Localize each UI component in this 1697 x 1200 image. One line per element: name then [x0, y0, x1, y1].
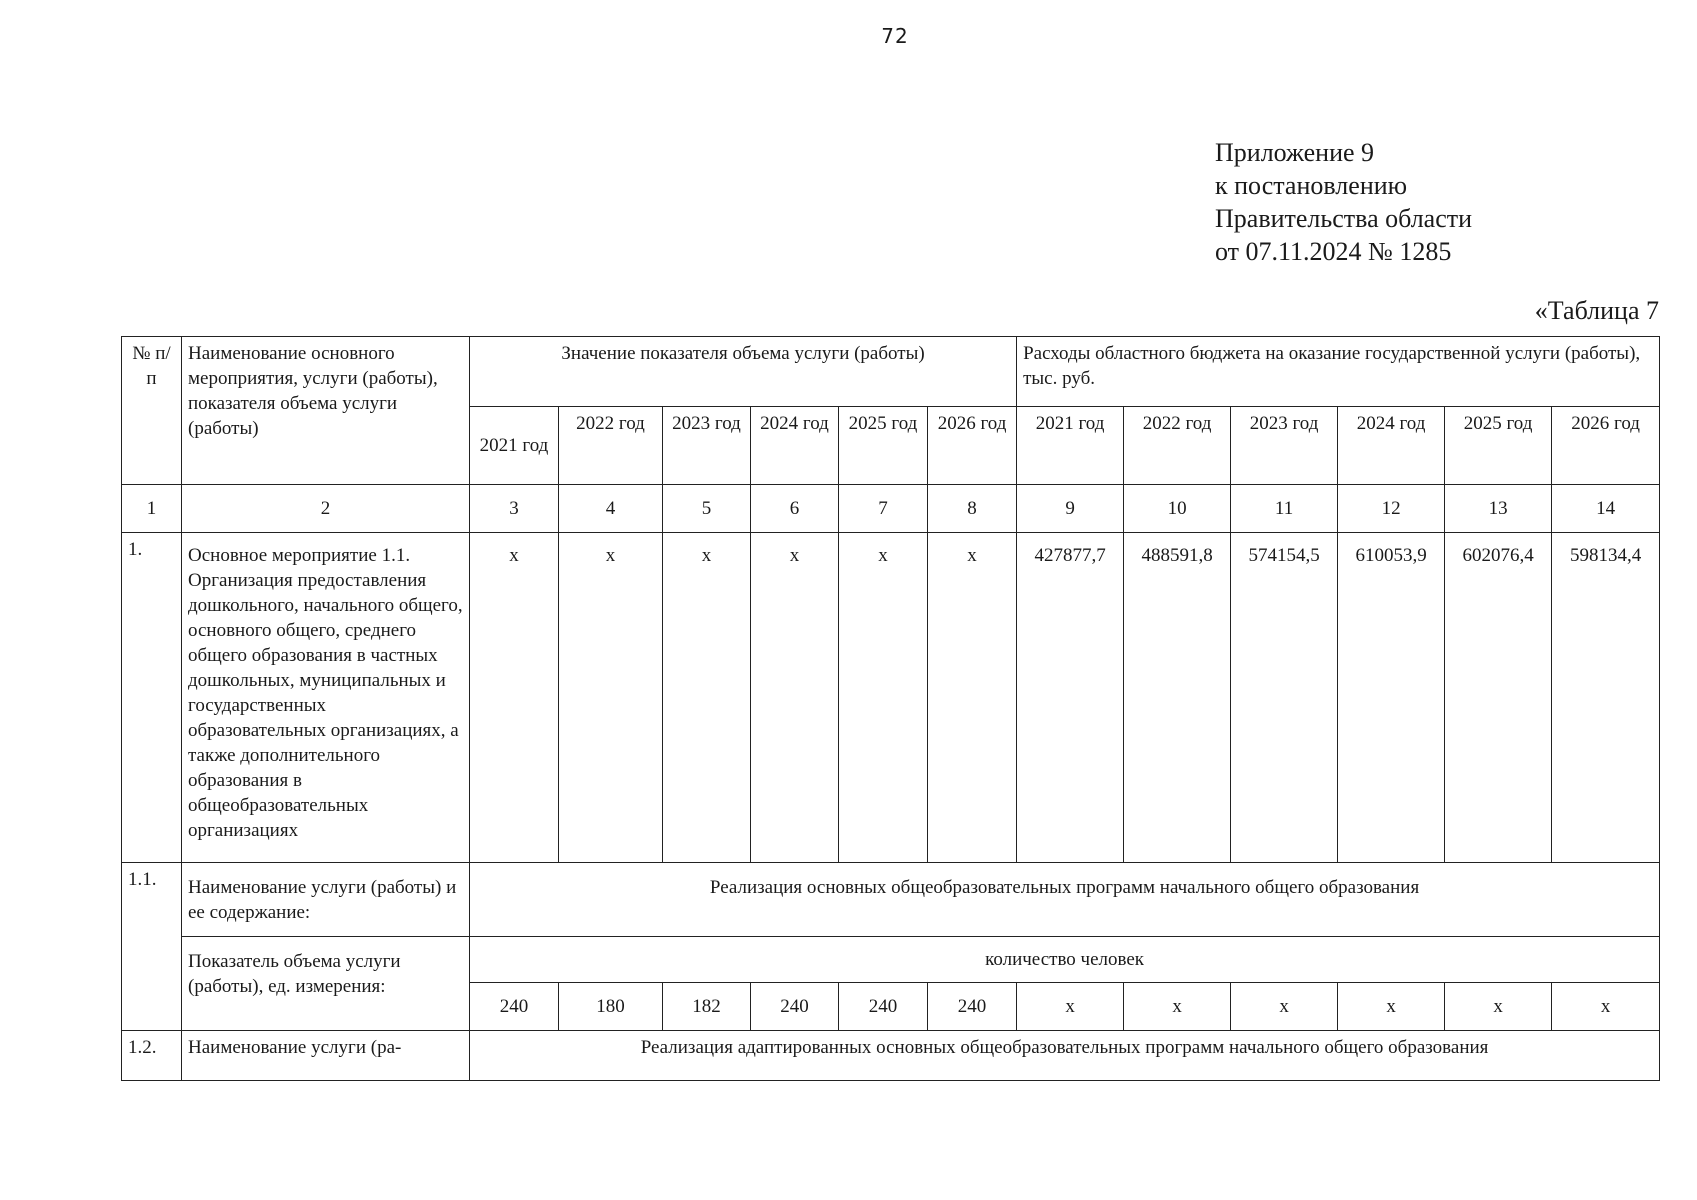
service-text: Реализация основных общеобразовательных программ начального общего образования [470, 863, 1660, 937]
header-group-value: Значение показателя объема услуги (работы) [470, 337, 1017, 407]
indicator-value: 240 [751, 983, 839, 1031]
row-value: x [839, 533, 928, 863]
column-number: 7 [839, 485, 928, 533]
appendix-line: к постановлению [1215, 171, 1408, 200]
header-expense-year: 2023 год [1231, 407, 1338, 485]
row-num: 1. [122, 533, 182, 863]
indicator-value: 180 [559, 983, 663, 1031]
indicator-label: Показатель объема услуги (работы), ед. измерения: [182, 937, 470, 1031]
column-number: 1 [122, 485, 182, 533]
indicator-value: 240 [470, 983, 559, 1031]
column-number: 14 [1552, 485, 1660, 533]
indicator-expense: x [1124, 983, 1231, 1031]
header-value-year: 2022 год [559, 407, 663, 485]
header-expense-year: 2026 год [1552, 407, 1660, 485]
header-expense-year: 2024 год [1338, 407, 1445, 485]
service-label: Наименование услуги (ра- [182, 1031, 470, 1081]
appendix-line: Правительства области [1215, 204, 1473, 233]
indicator-unit: количество человек [470, 937, 1660, 983]
appendix-block [1215, 136, 1472, 268]
service-label: Наименование услуги (работы) и ее содержание: [182, 863, 470, 937]
row-expense: 610053,9 [1338, 533, 1445, 863]
appendix-line: от 07.11.2024 № 1285 [1215, 237, 1452, 266]
indicator-expense: x [1552, 983, 1660, 1031]
header-num: № п/п [122, 337, 182, 485]
column-number: 11 [1231, 485, 1338, 533]
indicator-expense: x [1231, 983, 1338, 1031]
indicator-expense: x [1445, 983, 1552, 1031]
column-number: 4 [559, 485, 663, 533]
column-number: 10 [1124, 485, 1231, 533]
indicator-value: 182 [663, 983, 751, 1031]
row-expense: 602076,4 [1445, 533, 1552, 863]
indicator-expense: x [1338, 983, 1445, 1031]
table-caption: «Таблица 7 [1534, 296, 1659, 325]
header-expense-year: 2025 год [1445, 407, 1552, 485]
header-value-year: 2024 год [751, 407, 839, 485]
indicator-expense: x [1017, 983, 1124, 1031]
header-value-year: 2025 год [839, 407, 928, 485]
row-value: x [559, 533, 663, 863]
row-expense: 427877,7 [1017, 533, 1124, 863]
column-number: 13 [1445, 485, 1552, 533]
indicator-value: 240 [928, 983, 1017, 1031]
row-num: 1.1. [122, 863, 182, 1031]
column-number: 9 [1017, 485, 1124, 533]
column-number: 2 [182, 485, 470, 533]
header-value-year: 2026 год [928, 407, 1017, 485]
header-group-expenses: Расходы областного бюджета на оказание государственной услуги (работы), тыс. руб. [1017, 337, 1660, 407]
row-expense: 598134,4 [1552, 533, 1660, 863]
header-value-year: 2023 год [663, 407, 751, 485]
header-name: Наименование основного мероприятия, услуги (работы), показателя объема услуги (работы) [182, 337, 470, 485]
row-name: Основное мероприятие 1.1. Организация предоставления дошкольного, начального общего, основного общего, среднего общего образования в частных дошкольных, муниципальных и государственных образовательных организациях, а также дополнительного образования в общеобразовательных организациях [182, 533, 470, 863]
row-expense: 488591,8 [1124, 533, 1231, 863]
header-expense-year: 2021 год [1017, 407, 1124, 485]
row-expense: 574154,5 [1231, 533, 1338, 863]
indicator-value: 240 [839, 983, 928, 1031]
row-value: x [663, 533, 751, 863]
column-number: 12 [1338, 485, 1445, 533]
header-expense-year: 2022 год [1124, 407, 1231, 485]
column-number: 6 [751, 485, 839, 533]
row-value: x [470, 533, 559, 863]
column-number: 3 [470, 485, 559, 533]
column-number: 5 [663, 485, 751, 533]
row-value: x [751, 533, 839, 863]
column-number: 8 [928, 485, 1017, 533]
service-text: Реализация адаптированных основных общеобразовательных программ начального общего образования [470, 1031, 1660, 1081]
row-value: x [928, 533, 1017, 863]
row-num: 1.2. [122, 1031, 182, 1081]
budget-table [121, 336, 1660, 1081]
header-value-year: 2021 год [470, 407, 559, 485]
appendix-line: Приложение 9 [1215, 138, 1375, 167]
page-number: 72 [881, 24, 909, 48]
